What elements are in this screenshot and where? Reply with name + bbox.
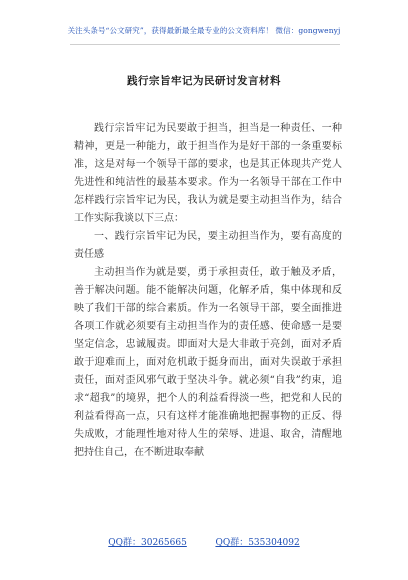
header-promo-text: 关注头条号“公文研究”，获得最新最全最专业的公文资料库！ 微信：gongwenyj xyxy=(67,26,341,35)
footer-qq-groups xyxy=(0,535,408,548)
qq-group-1: QQ群：30265665 xyxy=(108,538,187,548)
document-body xyxy=(74,120,342,462)
paragraph-main: 主动担当作为就是要，勇于承担责任，敢于触及矛盾，善于解决问题。能不能解决问题，化解矛盾，集中体现和反映了我们干部的综合素质。作为一名领导干部，要全面推进各项工作就必须要有主动担当作为的责任感、使命感一是要坚定信念，忠诚履责。即面对大是大非敢于亮剑，面对矛盾敢于迎难而上，面对危机敢于挺身而出，面对失误敢于承担责任，面对歪风邪气敢于坚决斗争。就必须“自我”约束，追求“超我”的境界，把个人的利益看得淡一些，把党和人民的利益看得高一点，只有这样才能准确地把握事物的正反、得失成败，才能理性地对待人生的荣辱、进退、取舍，清醒地把持住自己，在不断进取奉献 xyxy=(74,267,342,458)
document-title: 践行宗旨牢记为民研讨发言材料 xyxy=(127,75,281,87)
header-divider xyxy=(70,44,340,45)
qq-group-2: QQ群：535304092 xyxy=(215,538,300,548)
paragraph-section-heading: 一、践行宗旨牢记为民，要主动担当作为，要有高度的责任感 xyxy=(74,231,342,260)
paragraph-intro: 践行宗旨牢记为民要敢于担当，担当是一种责任、一种精神，更是一种能力，敢于担当作为是好干部的一条重要标准，这是对每一个领导干部的要求，也是其正体现共产党人先进性和纯洁性的最基本要求。作为一名领导干部在工作中怎样践行宗旨牢记为民，我认为就是要主动担当作为，结合工作实际我谈以下三点： xyxy=(74,123,342,224)
